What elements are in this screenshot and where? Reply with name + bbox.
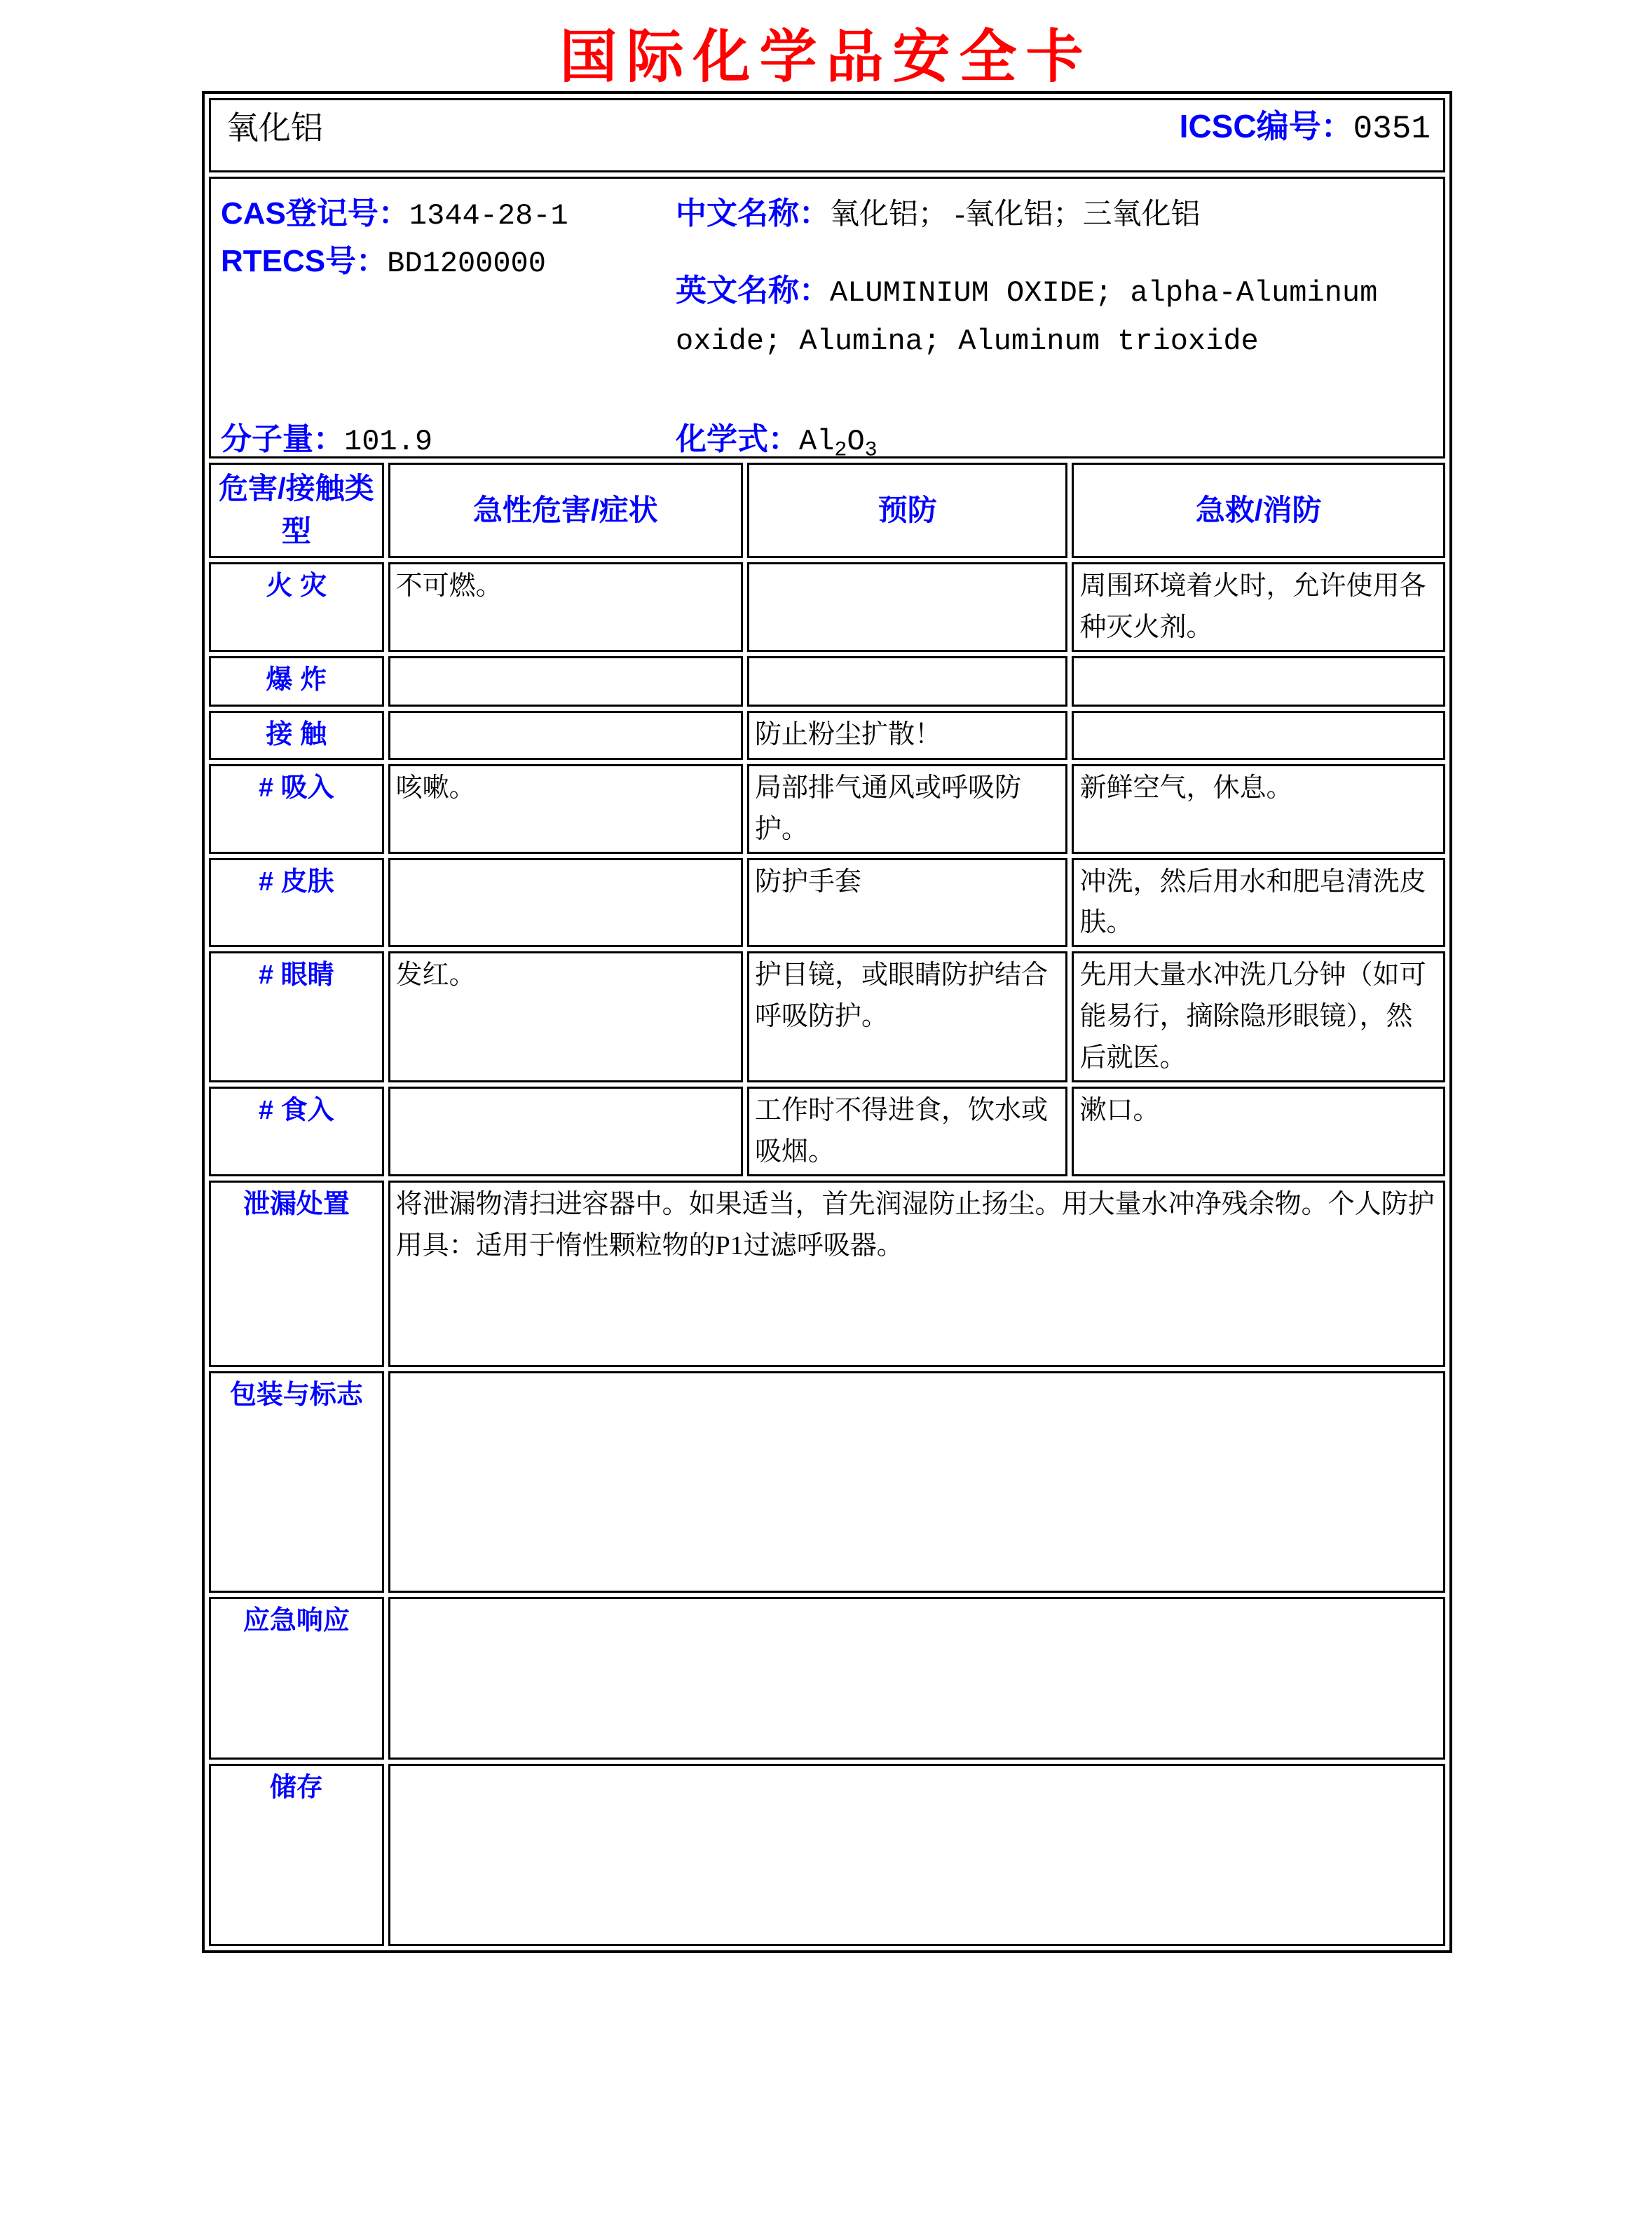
chemical-formula-line xyxy=(676,416,878,458)
explosion-symptoms xyxy=(388,656,743,707)
exposure-label: 接 触 xyxy=(209,711,384,760)
row-inhalation xyxy=(209,764,1445,854)
english-name-label: 英文名称： xyxy=(676,273,830,308)
row-fire xyxy=(209,562,1445,652)
formula-subscript-1: 2 xyxy=(834,438,847,458)
skin-label: # 皮肤 xyxy=(209,858,384,948)
row-packaging-labelling xyxy=(209,1371,1445,1593)
hazard-table-header-row xyxy=(209,463,1445,558)
formula-subscript-2: 3 xyxy=(864,438,878,458)
formula-element-1: Al xyxy=(799,425,835,458)
header-hazard-type: 危害/接触类型 xyxy=(209,463,384,558)
fire-label: 火 灾 xyxy=(209,562,384,652)
chemical-formula-label: 化学式： xyxy=(676,422,799,456)
eyes-label: # 眼睛 xyxy=(209,951,384,1082)
icsc-number: 0351 xyxy=(1353,111,1431,147)
inhalation-label: # 吸入 xyxy=(209,764,384,854)
exposure-symptoms xyxy=(388,711,743,760)
skin-firstaid: 冲洗，然后用水和肥皂清洗皮肤。 xyxy=(1072,858,1445,948)
exposure-firstaid xyxy=(1072,711,1445,760)
row-spillage-disposal xyxy=(209,1181,1445,1367)
safety-card-table xyxy=(202,91,1452,1953)
rtecs-value: BD1200000 xyxy=(387,247,546,280)
inhalation-firstaid: 新鲜空气，休息。 xyxy=(1072,764,1445,854)
eyes-symptoms: 发红。 xyxy=(388,951,743,1082)
emergency-response-label: 应急响应 xyxy=(209,1597,384,1760)
chinese-name-value: 氧化铝； -氧化铝；三氧化铝 xyxy=(830,198,1201,231)
row-exposure xyxy=(209,711,1445,760)
molecular-weight-line xyxy=(221,416,432,458)
cas-number-line xyxy=(221,190,568,239)
substance-name: 氧化铝 xyxy=(226,110,323,146)
row-emergency-response xyxy=(209,1597,1445,1760)
storage-content xyxy=(388,1764,1445,1946)
ingestion-prevention: 工作时不得进食，饮水或吸烟。 xyxy=(747,1087,1067,1176)
fire-symptoms: 不可燃。 xyxy=(388,562,743,652)
english-name-line xyxy=(676,266,1443,367)
exposure-prevention: 防止粉尘扩散！ xyxy=(747,711,1067,760)
substance-header-row xyxy=(209,98,1445,172)
explosion-firstaid xyxy=(1072,656,1445,707)
skin-symptoms xyxy=(388,858,743,948)
header-prevention: 预防 xyxy=(747,463,1067,558)
molecular-weight-value: 101.9 xyxy=(344,425,433,458)
packaging-labelling-label: 包装与标志 xyxy=(209,1371,384,1593)
explosion-prevention xyxy=(747,656,1067,707)
inhalation-symptoms: 咳嗽。 xyxy=(388,764,743,854)
formula-element-2: O xyxy=(847,425,865,458)
row-ingestion xyxy=(209,1087,1445,1176)
storage-label: 储存 xyxy=(209,1764,384,1946)
ingestion-label: # 食入 xyxy=(209,1087,384,1176)
icsc-number-group xyxy=(1180,102,1431,154)
identifiers-row xyxy=(209,177,1445,458)
chinese-name-label: 中文名称： xyxy=(676,196,830,231)
skin-prevention: 防护手套 xyxy=(747,858,1067,948)
packaging-labelling-content xyxy=(388,1371,1445,1593)
eyes-prevention: 护目镜，或眼睛防护结合呼吸防护。 xyxy=(747,951,1067,1082)
ingestion-symptoms xyxy=(388,1087,743,1176)
cas-value: 1344-28-1 xyxy=(409,199,568,233)
row-eyes xyxy=(209,951,1445,1082)
identifiers-cell xyxy=(209,177,1445,458)
ingestion-firstaid: 漱口。 xyxy=(1072,1087,1445,1176)
spillage-disposal-label: 泄漏处置 xyxy=(209,1181,384,1367)
row-explosion xyxy=(209,656,1445,707)
emergency-response-content xyxy=(388,1597,1445,1760)
cas-label: CAS登记号： xyxy=(221,196,409,231)
english-name-value: ALUMINIUM OXIDE; alpha-Aluminum oxide; Alumina; Aluminum trioxide xyxy=(676,276,1378,359)
molecular-weight-label: 分子量： xyxy=(221,422,344,456)
inhalation-prevention: 局部排气通风或呼吸防护。 xyxy=(747,764,1067,854)
spillage-disposal-content: 将泄漏物清扫进容器中。如果适当，首先润湿防止扬尘。用大量水冲净残余物。个人防护用具：适用于惰性颗粒物的P1过滤呼吸器。 xyxy=(388,1181,1445,1367)
explosion-label: 爆 炸 xyxy=(209,656,384,707)
row-storage xyxy=(209,1764,1445,1946)
header-firstaid-firefighting: 急救/消防 xyxy=(1072,463,1445,558)
chinese-name-line xyxy=(676,190,1201,238)
header-acute-symptoms: 急性危害/症状 xyxy=(388,463,743,558)
eyes-firstaid: 先用大量水冲洗几分钟（如可能易行，摘除隐形眼镜），然后就医。 xyxy=(1072,951,1445,1082)
page-title: 国际化学品安全卡 xyxy=(559,25,1093,89)
rtecs-label: RTECS号： xyxy=(221,244,388,278)
fire-prevention xyxy=(747,562,1067,652)
rtecs-number-line xyxy=(221,238,546,287)
substance-header-cell xyxy=(209,98,1445,172)
icsc-label: ICSC编号： xyxy=(1179,108,1353,144)
row-skin xyxy=(209,858,1445,948)
fire-firstaid: 周围环境着火时，允许使用各种灭火剂。 xyxy=(1072,562,1445,652)
